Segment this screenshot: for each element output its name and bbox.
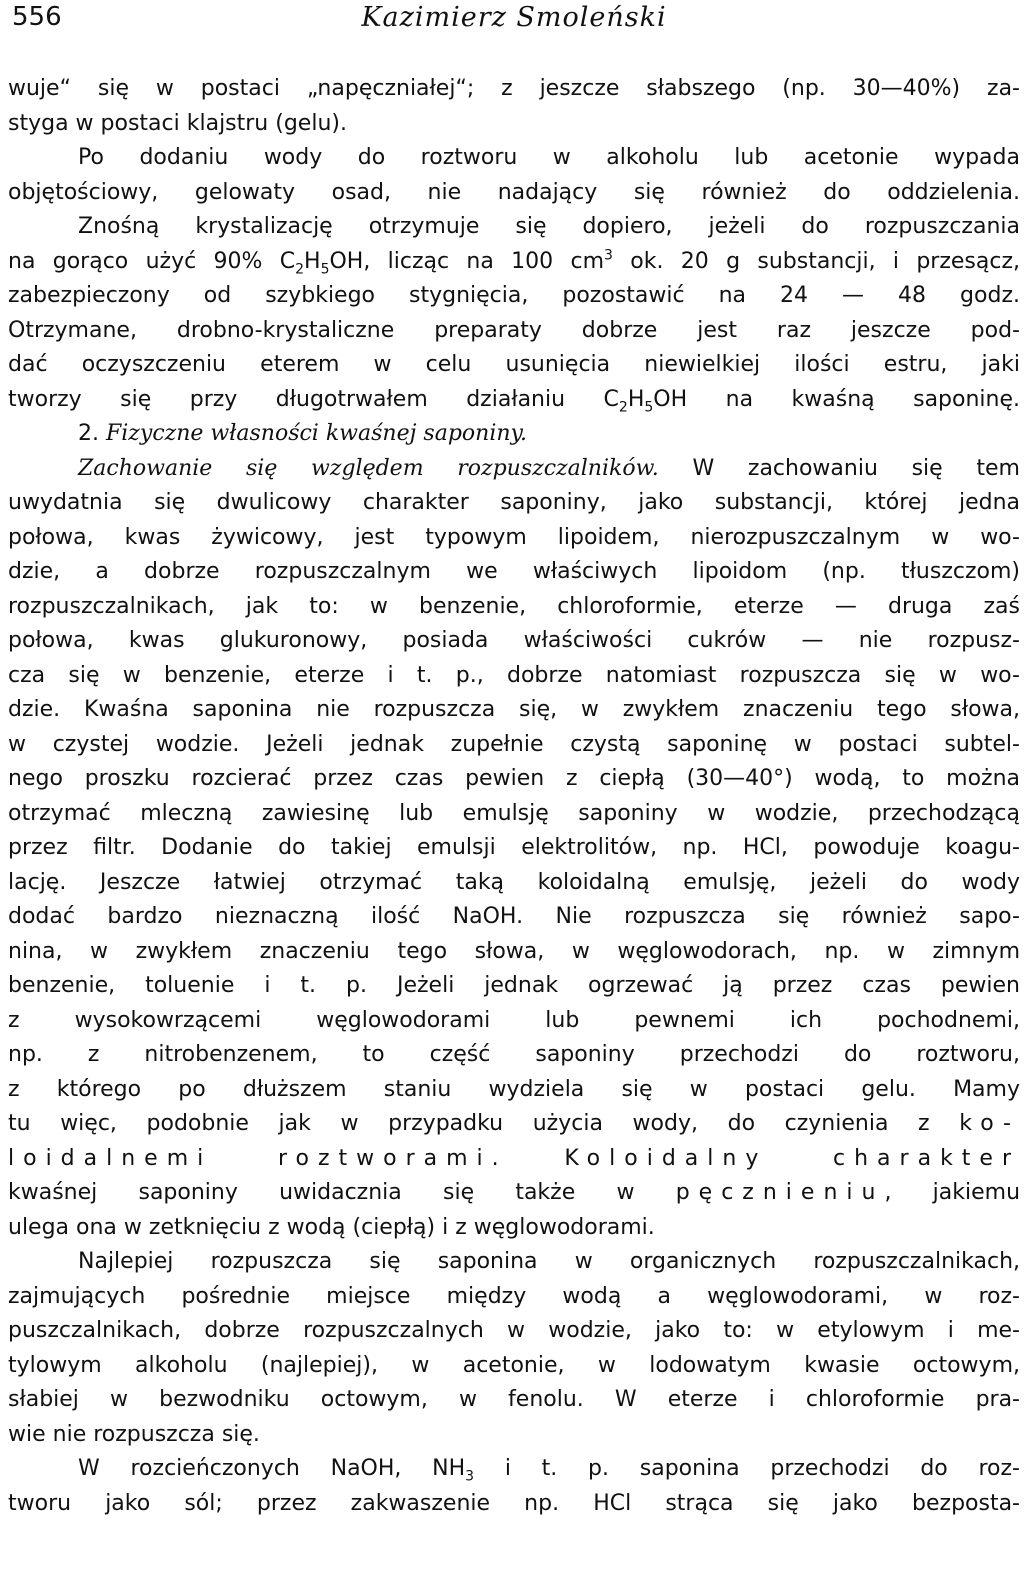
text-line: rozpuszczalnikach, jak to: w benzenie, chloroformie, eterze — druga zaś [8,593,1020,619]
text-line: zabezpieczony od szybkiego stygnięcia, pozostawić na 24 — 48 godz. [8,283,1020,308]
text-line: Znośną krystalizację otrzymuje się dopiero, jeżeli do rozpuszczania [78,214,1020,239]
subheading: Zachowanie się względem rozpuszczalników. [78,455,659,481]
text-line: na gorąco użyć 90% $C_2H_5OH$, licząc na 100 $cm^3$ ok. 20 g substancji, i przesącz, [8,247,1020,277]
text-line: w czystej wodzie. Jeżeli jednak zupełnie czystą saponinę w postaci subtel- [8,731,1020,757]
text-line: np. z nitrobenzenem, to część saponiny przechodzi do roztworu, [8,1042,1020,1067]
text-line: nego proszku rozcierać przez czas pewien z ciepłą (30—40°) wodą, to można [8,766,1020,791]
text-line: Zachowanie się względem rozpuszczalników. W zachowaniu się tem [78,455,1020,481]
text-line: z wysokowrzącemi węglowodorami lub pewnemi ich pochodnemi, [8,1007,1020,1033]
page-number: 556 [12,2,62,32]
text-line: lację. Jeszcze łatwiej otrzymać taką koloidalną emulsję, jeżeli do wody [8,869,1020,895]
text-line: dodać bardzo nieznaczną ilość NaOH. Nie rozpuszcza się również sapo- [8,904,1020,929]
text-line: przez filtr. Dodanie do takiej emulsji elektrolitów, np. HCl, powoduje koagu- [8,835,1020,860]
section-title: Fizyczne własności kwaśnej saponiny. [106,421,528,446]
text-line: połowa, kwas żywicowy, jest typowym lipoidem, nierozpuszczalnym w wo- [8,524,1020,550]
text-line: tworu jako sól; przez zakwaszenie np. HCl strąca się jako bezposta- [8,1490,1020,1516]
text-line: objętościowy, gelowaty osad, nie nadający się również do oddzielenia. [8,179,1020,205]
text-line: cza się w benzenie, eterze i t. p., dobrze natomiast rozpuszcza się w wo- [8,662,1020,688]
text-line: tylowym alkoholu (najlepiej), w acetonie, w lodowatym kwasie octowym, [8,1352,1020,1378]
text-line: tworzy się przy długotrwałem działaniu $C_2H_5OH$ na kwaśną saponinę. [8,386,1020,415]
text-line: uwydatnia się dwulicowy charakter saponiny, jako substancji, której jedna [8,490,1020,515]
section-heading [8,417,1020,452]
text-line: wie nie rozpuszcza się. [8,1421,260,1447]
text-line: słabiej w bezwodniku octowym, w fenolu. W eterze i chloroformie pra- [8,1387,1020,1412]
spaced-term: loidalnemi roztworami. [8,1145,508,1171]
text-line: Otrzymane, drobno-krystaliczne preparaty dobrze jest raz jeszcze pod- [8,317,1020,343]
spaced-term: pęcznieniu [675,1180,885,1205]
text-line [8,1142,1020,1177]
text-line: nina, w zwykłem znaczeniu tego słowa, w węglowodorach, np. w zimnym [8,938,1020,964]
text-line: dać oczyszczeniu eterem w celu usunięcia niewielkiej ilości estru, jaki [8,352,1020,377]
text-line: styga w postaci klajstru (gelu). [8,110,347,136]
text-line: puszczalnikach, dobrze rozpuszczalnych w wodzie, jako to: w etylowym i me- [8,1318,1020,1343]
text-line: połowa, kwas glukuronowy, posiada właściwości cukrów — nie rozpusz- [8,628,1020,653]
text-line: kwaśnej saponiny uwidacznia się także w pęcznieniu, jakiemu [8,1180,1021,1205]
page-header [8,0,1020,44]
section-number: 2. [78,421,99,446]
text-line: W rozcieńczonych NaOH, $NH_3$ i t. p. saponina przechodzi do roz- [78,1456,1021,1485]
body-text [8,44,1020,1521]
text-line: z którego po dłuższem staniu wydziela się w postaci gelu. Mamy [8,1076,1020,1102]
text-line: tu więc, podobnie jak w przypadku użycia wody, do czynienia z ko- [8,1111,1020,1136]
text-line: dzie. Kwaśna saponina nie rozpuszcza się, w zwykłem znaczeniu tego słowa, [8,697,1020,722]
text-line: otrzymać mleczną zawiesinę lub emulsję saponiny w wodzie, przechodzącą [8,800,1020,826]
text-line: ulega ona w zetknięciu z wodą (ciepłą) i z węglowodorami. [8,1214,655,1240]
text-line: wuje“ się w postaci „napęczniałej“; z jeszcze słabszego (np. 30—40%) za- [8,76,1020,101]
text-line: Po dodaniu wody do roztworu w alkoholu lub acetonie wypada [78,145,1020,170]
running-head: Kazimierz Smoleński [361,2,667,33]
text-line: dzie, a dobrze rozpuszczalnym we właściwych lipoidom (np. tłuszczom) [8,559,1020,584]
text-line: benzenie, toluenie i t. p. Jeżeli jednak ogrzewać ją przez czas pewien [8,973,1020,998]
text-line: Najlepiej rozpuszcza się saponina w organicznych rozpuszczalnikach, [78,1249,1020,1274]
spaced-term: Koloidalny charakter [564,1145,1021,1171]
spaced-term: ko- [959,1111,1020,1136]
text-line: zajmujących pośrednie miejsce między wodą a węglowodorami, w roz- [8,1283,1020,1309]
